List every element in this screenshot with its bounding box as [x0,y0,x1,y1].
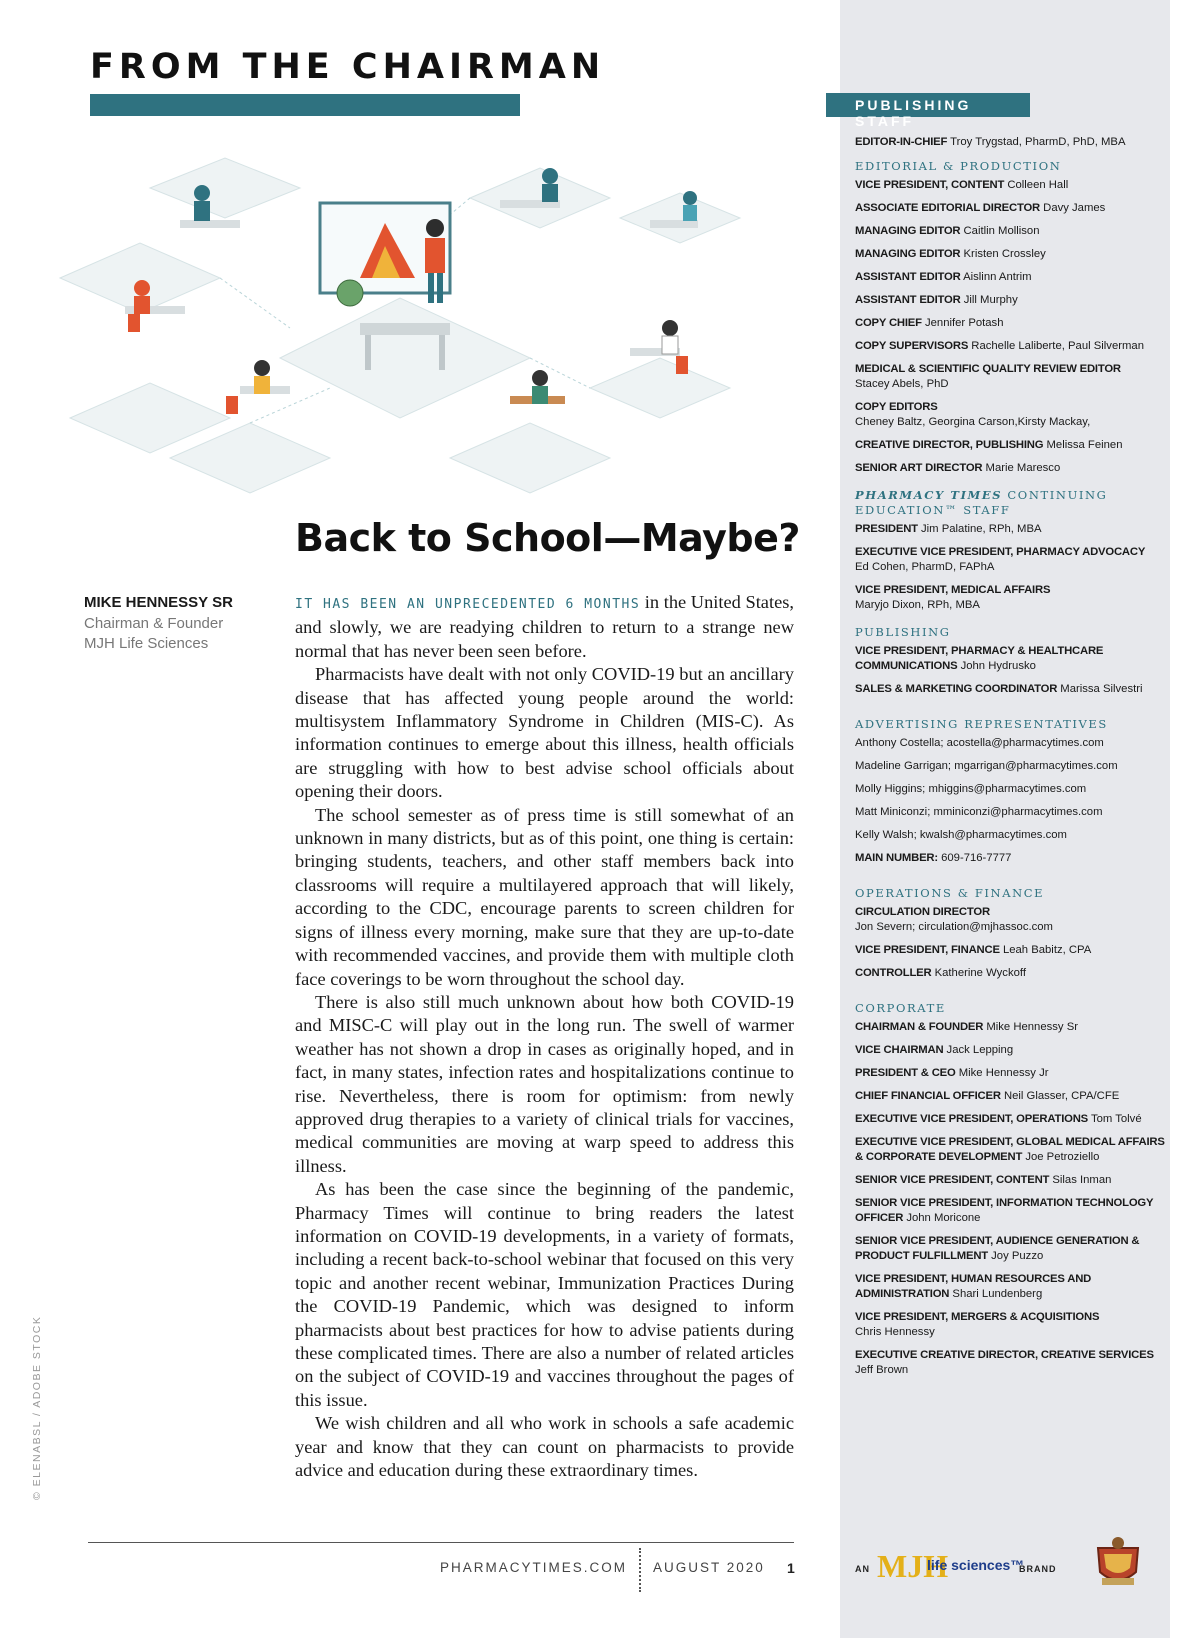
staff-name: Aislinn Antrim [963,271,1032,283]
staff-entry [855,1234,1165,1264]
staff-title: PUBLISHING STAFF [826,93,1030,117]
staff-role: VICE PRESIDENT, MEDICAL AFFAIRS [855,584,1051,596]
staff-name: Tom Tolvé [1090,1113,1142,1125]
staff-entry [855,1348,1165,1378]
staff-name: Mike Hennessy Jr [958,1067,1049,1079]
staff-name: Ed Cohen, PharmD, FAPhA [855,561,995,573]
staff-entry [855,583,1165,613]
staff-name: Marissa Silvestri [1060,683,1143,695]
staff-entry [855,224,1165,239]
staff-role: CIRCULATION DIRECTOR [855,906,990,918]
advertising-heading: ADVERTISING REPRESENTATIVES [855,717,1108,731]
staff-name: Jill Murphy [963,294,1018,306]
staff-entry [855,943,1165,958]
lead-in: IT HAS BEEN AN UNPRECEDENTED 6 MONTHS [295,597,641,612]
operations-list [855,905,1165,935]
brand-mark: MJH [877,1548,949,1584]
staff-entry [855,1020,1165,1035]
staff-entry [855,461,1165,476]
staff-role: SENIOR VICE PRESIDENT, INFORMATION TECHNOLOGY OFFICER [855,1197,1154,1224]
corporate-heading: CORPORATE [855,1001,946,1015]
staff-entry [855,1272,1165,1302]
staff-entry [855,644,1165,674]
staff-entry [855,362,1165,392]
staff-entry [855,293,1165,308]
staff-role: CHIEF FINANCIAL OFFICER [855,1090,1001,1102]
staff-entry [855,905,1165,935]
ce-heading [855,488,1165,518]
brand-name: life sciences™ [927,1557,1025,1573]
staff-name: Mike Hennessy Sr [986,1021,1079,1033]
staff-role: PRESIDENT & CEO [855,1067,956,1079]
staff-name: Jeff Brown [855,1364,909,1376]
image-credit: © ELENABSL / ADOBE STOCK [31,1315,43,1500]
staff-name: John Moricone [906,1212,981,1224]
staff-name: Joe Petroziello [1025,1151,1100,1163]
staff-role: COPY EDITORS [855,401,938,413]
staff-entry [855,270,1165,285]
staff-entry [855,1066,1165,1081]
staff-role: VICE PRESIDENT, FINANCE [855,944,1000,956]
paragraph-text: in the United States, and slowly, we are readying children to return to a strange new normal that has never been seen before. [295,592,794,661]
staff-name: Jon Severn; circulation@mjhassoc.com [855,921,1053,933]
staff-entry [855,178,1165,193]
staff-name: Kristen Crossley [963,248,1046,260]
advertising-list [855,736,1165,843]
crest-icon [1090,1534,1146,1590]
staff-entry [855,1112,1165,1127]
publishing-list [855,644,1165,697]
article-paragraph [295,591,794,663]
staff-role: ASSISTANT EDITOR [855,271,961,283]
section-title: FROM THE CHAIRMAN [90,47,606,87]
staff-entry [855,135,1165,150]
staff-entry [855,545,1165,575]
page-number: 1 [787,1560,795,1576]
editorial-multiline-list [855,362,1165,430]
staff-entry [855,400,1165,430]
footer-date: AUGUST 2020 [653,1560,765,1575]
advertising-rep: Kelly Walsh; kwalsh@pharmacytimes.com [855,829,1067,841]
author-company: MJH Life Sciences [84,635,209,652]
staff-entry [855,682,1165,697]
staff-entry [855,522,1165,537]
corporate-list [855,1020,1165,1302]
advertising-rep: Matt Miniconzi; mminiconzi@pharmacytimes.com [855,806,1103,818]
ce-list [855,545,1165,613]
ce-heading-publication: PHARMACY TIMES [855,488,1003,502]
staff-name: Cheney Baltz, Georgina Carson,Kirsty Mackay, [855,416,1091,428]
staff-entry [855,1135,1165,1165]
staff-role: SALES & MARKETING COORDINATOR [855,683,1058,695]
main-number-value: 609-716-7777 [941,852,1012,864]
staff-role: MANAGING EDITOR [855,225,961,237]
staff-name: Neil Glasser, CPA/CFE [1003,1090,1120,1102]
staff-role: SENIOR VICE PRESIDENT, CONTENT [855,1174,1050,1186]
staff-role: VICE PRESIDENT, CONTENT [855,179,1005,191]
staff-entry [855,966,1165,981]
staff-name: Jim Palatine, RPh, MBA [921,523,1042,535]
staff-role: PRESIDENT [855,523,918,535]
editorial-list [855,178,1165,354]
article-paragraph: Pharmacists have dealt with not only COVID-19 but an ancillary disease that has affected young people around the world: multisystem Inflammatory Syndrome in Children (MIS-C). As information continues to emerge about this illness, health officials are struggling with how to best advise school officials about opening their doors. [295,664,794,802]
staff-name: Colleen Hall [1007,179,1069,191]
staff-role: SENIOR VICE PRESIDENT, AUDIENCE GENERATION & PRODUCT FULFILLMENT [855,1235,1140,1262]
staff-role: EXECUTIVE VICE PRESIDENT, OPERATIONS [855,1113,1089,1125]
main-number-label: MAIN NUMBER: [855,852,938,864]
staff-name: Silas Inman [1052,1174,1112,1186]
staff-role: VICE PRESIDENT, MERGERS & ACQUISITIONS [855,1311,1100,1323]
staff-role: EDITOR-IN-CHIEF [855,136,948,148]
brand-suffix: BRAND [1019,1564,1057,1574]
staff-name: Caitlin Mollison [963,225,1040,237]
mjh-brand-logo [855,1550,1095,1586]
brand-prefix: AN [855,1564,870,1574]
staff-entry [855,1043,1165,1058]
staff-name: Shari Lundenberg [952,1288,1043,1300]
article-paragraph: There is also still much unknown about how both COVID-19 and MISC-C will play out in the long run. The swell of warmer weather has not shown a drop in cases as originally hoped, and in fact, in many states, infection rates and hospitalizations continue to rise. Nevertheless, there is room for optimism: from newly approved drug therapies to a variety of clinical trials for vaccines, medical communities are moving at warp speed to address this illness. [295,991,794,1176]
editorial-tail-list [855,438,1165,476]
staff-name: Jennifer Potash [924,317,1004,329]
staff-name: Maryjo Dixon, RPh, MBA [855,599,980,611]
author-name: MIKE HENNESSY SR [84,594,233,611]
staff-role: CREATIVE DIRECTOR, PUBLISHING [855,439,1044,451]
section-title-bar [90,94,520,116]
staff-role: EXECUTIVE CREATIVE DIRECTOR, CREATIVE SERVICES [855,1349,1154,1361]
staff-name: John Hydrusko [960,660,1036,672]
staff-name: Melissa Feinen [1046,439,1123,451]
article-body [295,591,794,1482]
advertising-rep: Madeline Garrigan; mgarrigan@pharmacytimes.com [855,760,1118,772]
editorial-heading: EDITORIAL & PRODUCTION [855,159,1062,173]
footer-rule [88,1542,794,1543]
staff-entry [855,1173,1165,1188]
staff-role: ASSISTANT EDITOR [855,294,961,306]
author-byline [84,594,233,654]
author-title: Chairman & Founder [84,615,224,632]
staff-name: Leah Babitz, CPA [1002,944,1092,956]
staff-role: VICE PRESIDENT, PHARMACY & HEALTHCARE COMMUNICATIONS [855,645,1104,672]
advertising-rep: Anthony Costella; acostella@pharmacytimes.com [855,737,1104,749]
remote-learning-illustration [30,128,780,496]
staff-entry [855,247,1165,262]
staff-entry [855,1310,1165,1340]
staff-name: Chris Hennessy [855,1326,935,1338]
staff-entry [855,201,1165,216]
advertising-rep: Molly Higgins; mhiggins@pharmacytimes.com [855,783,1087,795]
main-number [855,851,1165,866]
ce-heading-rest: CONTINUING EDUCATION™ STAFF [855,488,1108,517]
staff-name: Rachelle Laliberte, Paul Silverman [971,340,1144,352]
staff-name: Katherine Wyckoff [934,967,1026,979]
staff-name: Marie Maresco [985,462,1061,474]
staff-role: COPY SUPERVISORS [855,340,969,352]
staff-role: CHAIRMAN & FOUNDER [855,1021,984,1033]
staff-role: ASSOCIATE EDITORIAL DIRECTOR [855,202,1041,214]
staff-name: Joy Puzzo [991,1250,1044,1262]
staff-role: EXECUTIVE VICE PRESIDENT, PHARMACY ADVOCACY [855,546,1146,558]
operations-heading: OPERATIONS & FINANCE [855,886,1045,900]
staff-name: Jack Lepping [946,1044,1014,1056]
staff-role: CONTROLLER [855,967,932,979]
article-paragraph: The school semester as of press time is still somewhat of an unknown in many districts, but as of this point, one thing is certain: bringing students, teachers, and other staff members back into classrooms will require a multilayered approach that will likely, according to the CDC, encourage parents to screen children for signs of illness every morning, make sure that they are up-to-date with recommended vaccines, and provide them with multiple cloth face coverings to be worn throughout the school day. [295,804,794,989]
staff-entry [855,316,1165,331]
staff-role: MEDICAL & SCIENTIFIC QUALITY REVIEW EDITOR [855,363,1121,375]
staff-entry [855,1089,1165,1104]
staff-name: Davy James [1043,202,1106,214]
staff-role: SENIOR ART DIRECTOR [855,462,983,474]
staff-role: EXECUTIVE VICE PRESIDENT, GLOBAL MEDICAL AFFAIRS & CORPORATE DEVELOPMENT [855,1136,1165,1163]
staff-role: VICE PRESIDENT, HUMAN RESOURCES AND ADMINISTRATION [855,1273,1092,1300]
article-paragraph: We wish children and all who work in schools a safe academic year and know that they can count on pharmacists to provide advice and education during these extraordinary times. [295,1413,794,1481]
staff-name: Stacey Abels, PhD [855,378,949,390]
article-headline: Back to School—Maybe? [295,516,800,560]
staff-role: COPY CHIEF [855,317,922,329]
staff-role: MANAGING EDITOR [855,248,961,260]
footer-separator [639,1548,641,1592]
publishing-heading: PUBLISHING [855,625,951,639]
staff-name: Troy Trygstad, PharmD, PhD, MBA [950,136,1126,148]
footer-site: PHARMACYTIMES.COM [440,1560,628,1575]
operations-inline-list [855,943,1165,981]
staff-entry [855,1196,1165,1226]
staff-role: VICE CHAIRMAN [855,1044,944,1056]
staff-entry [855,339,1165,354]
staff-list [855,135,1165,1386]
corporate-multiline-list [855,1310,1165,1378]
article-paragraph: As has been the case since the beginning of the pandemic, Pharmacy Times will continue to bring readers the latest information on COVID-19 developments, in a variety of formats, including a recent back-to-school webinar that focused on this very topic and another recent webinar, Immunization Practices During the COVID-19 Pandemic, which was designed to inform pharmacists about best practices for how to advise patients during these complicated times. There are also a number of related articles on the subject of COVID-19 and vaccines throughout the pages of this issue. [295,1179,794,1410]
staff-entry [855,438,1165,453]
